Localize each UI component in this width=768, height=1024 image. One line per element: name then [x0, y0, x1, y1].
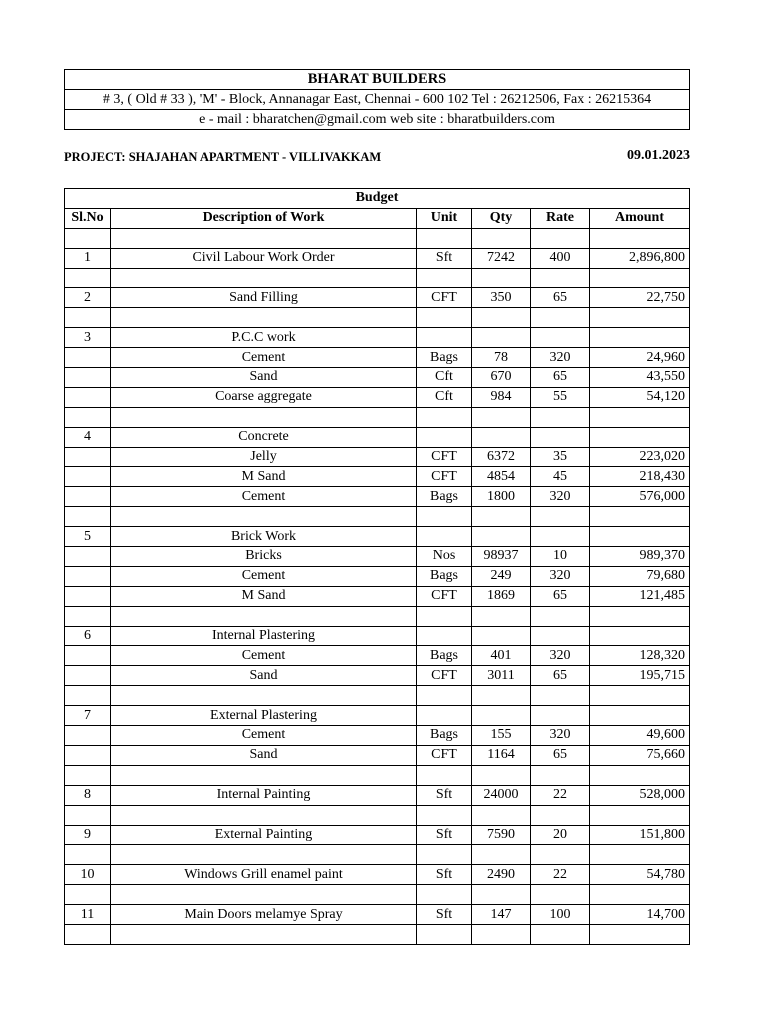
cell-qty — [472, 606, 531, 626]
column-header-amount: Amount — [590, 208, 690, 228]
cell-unit: Sft — [417, 785, 472, 805]
cell-amount — [590, 626, 690, 646]
cell-sl-no — [65, 228, 111, 248]
cell-unit — [417, 686, 472, 706]
cell-amount — [590, 427, 690, 447]
table-row — [65, 666, 690, 686]
cell-sl-no: 9 — [65, 825, 111, 845]
cell-sl-no — [65, 885, 111, 905]
cell-description: Brick Work — [111, 527, 417, 547]
cell-qty: 1800 — [472, 487, 531, 507]
cell-unit — [417, 626, 472, 646]
cell-amount — [590, 308, 690, 328]
cell-unit: Bags — [417, 348, 472, 368]
cell-sl-no — [65, 686, 111, 706]
cell-amount — [590, 606, 690, 626]
cell-sl-no — [65, 586, 111, 606]
cell-sl-no — [65, 666, 111, 686]
cell-amount — [590, 706, 690, 726]
cell-amount — [590, 765, 690, 785]
cell-description: Internal Plastering — [111, 626, 417, 646]
cell-sl-no — [65, 646, 111, 666]
cell-rate: 65 — [531, 745, 590, 765]
cell-rate — [531, 885, 590, 905]
cell-sl-no — [65, 606, 111, 626]
cell-rate: 100 — [531, 905, 590, 925]
column-header-sl-no: Sl.No — [65, 208, 111, 228]
cell-amount — [590, 805, 690, 825]
cell-description — [111, 924, 417, 944]
cell-description: Internal Painting — [111, 785, 417, 805]
cell-qty: 350 — [472, 288, 531, 308]
column-header-qty: Qty — [472, 208, 531, 228]
table-row — [65, 805, 690, 825]
cell-unit: Nos — [417, 547, 472, 567]
cell-qty: 7590 — [472, 825, 531, 845]
cell-amount: 75,660 — [590, 745, 690, 765]
cell-rate — [531, 845, 590, 865]
column-header-rate: Rate — [531, 208, 590, 228]
table-row — [65, 248, 690, 268]
cell-amount — [590, 686, 690, 706]
cell-rate: 55 — [531, 387, 590, 407]
cell-description — [111, 686, 417, 706]
cell-rate — [531, 706, 590, 726]
cell-rate — [531, 427, 590, 447]
company-address: # 3, ( Old # 33 ), 'M' - Block, Annanagar East, Chennai - 600 102 Tel : 26212506, Fax : 26215364 — [65, 90, 690, 110]
cell-rate: 65 — [531, 288, 590, 308]
cell-description — [111, 606, 417, 626]
cell-qty — [472, 308, 531, 328]
cell-amount: 195,715 — [590, 666, 690, 686]
cell-unit: Bags — [417, 726, 472, 746]
table-row — [65, 228, 690, 248]
project-line — [64, 150, 690, 168]
cell-sl-no — [65, 368, 111, 388]
cell-sl-no: 3 — [65, 328, 111, 348]
cell-sl-no — [65, 507, 111, 527]
cell-unit: CFT — [417, 745, 472, 765]
cell-rate: 320 — [531, 646, 590, 666]
cell-unit: Sft — [417, 905, 472, 925]
cell-description — [111, 407, 417, 427]
column-header-unit: Unit — [417, 208, 472, 228]
cell-sl-no — [65, 467, 111, 487]
table-row — [65, 487, 690, 507]
cell-qty — [472, 328, 531, 348]
cell-unit: Bags — [417, 487, 472, 507]
cell-amount: 2,896,800 — [590, 248, 690, 268]
cell-amount — [590, 885, 690, 905]
cell-sl-no: 8 — [65, 785, 111, 805]
cell-rate: 320 — [531, 726, 590, 746]
table-row — [65, 348, 690, 368]
cell-qty: 78 — [472, 348, 531, 368]
table-caption: Budget — [65, 189, 690, 209]
cell-qty: 249 — [472, 566, 531, 586]
cell-description — [111, 228, 417, 248]
table-row — [65, 686, 690, 706]
table-row — [65, 924, 690, 944]
cell-sl-no — [65, 268, 111, 288]
table-row — [65, 387, 690, 407]
cell-amount — [590, 527, 690, 547]
cell-unit: Cft — [417, 387, 472, 407]
cell-sl-no — [65, 805, 111, 825]
cell-unit — [417, 228, 472, 248]
cell-sl-no — [65, 924, 111, 944]
cell-sl-no: 5 — [65, 527, 111, 547]
table-row — [65, 547, 690, 567]
cell-amount — [590, 407, 690, 427]
cell-qty — [472, 885, 531, 905]
cell-unit: Sft — [417, 865, 472, 885]
cell-qty — [472, 924, 531, 944]
cell-rate: 65 — [531, 666, 590, 686]
cell-unit — [417, 407, 472, 427]
cell-description: Windows Grill enamel paint — [111, 865, 417, 885]
cell-sl-no: 7 — [65, 706, 111, 726]
cell-description — [111, 805, 417, 825]
cell-rate: 10 — [531, 547, 590, 567]
cell-rate — [531, 308, 590, 328]
cell-sl-no — [65, 387, 111, 407]
cell-sl-no — [65, 348, 111, 368]
cell-unit — [417, 308, 472, 328]
cell-description: Main Doors melamye Spray — [111, 905, 417, 925]
cell-sl-no — [65, 745, 111, 765]
table-row — [65, 447, 690, 467]
cell-sl-no — [65, 308, 111, 328]
cell-description: Jelly — [111, 447, 417, 467]
cell-qty: 147 — [472, 905, 531, 925]
cell-qty: 98937 — [472, 547, 531, 567]
cell-sl-no: 10 — [65, 865, 111, 885]
column-header-description: Description of Work — [111, 208, 417, 228]
cell-unit — [417, 507, 472, 527]
table-row — [65, 646, 690, 666]
table-row — [65, 566, 690, 586]
cell-unit: Sft — [417, 248, 472, 268]
cell-amount — [590, 845, 690, 865]
company-contact: e - mail : bharatchen@gmail.com web site : bharatbuilders.com — [65, 110, 690, 130]
cell-qty: 984 — [472, 387, 531, 407]
cell-unit — [417, 527, 472, 547]
table-row — [65, 905, 690, 925]
cell-unit — [417, 706, 472, 726]
table-row — [65, 308, 690, 328]
cell-unit — [417, 805, 472, 825]
cell-rate — [531, 924, 590, 944]
cell-rate: 320 — [531, 487, 590, 507]
cell-amount: 128,320 — [590, 646, 690, 666]
cell-unit: Sft — [417, 825, 472, 845]
cell-rate — [531, 606, 590, 626]
cell-qty — [472, 527, 531, 547]
cell-description: M Sand — [111, 467, 417, 487]
cell-amount: 218,430 — [590, 467, 690, 487]
cell-unit — [417, 765, 472, 785]
cell-unit: CFT — [417, 288, 472, 308]
table-row — [65, 825, 690, 845]
cell-description: Cement — [111, 566, 417, 586]
cell-description: Civil Labour Work Order — [111, 248, 417, 268]
table-row — [65, 606, 690, 626]
project-title: PROJECT: SHAJAHAN APARTMENT - VILLIVAKKAM — [64, 150, 382, 164]
cell-description: Coarse aggregate — [111, 387, 417, 407]
cell-qty: 401 — [472, 646, 531, 666]
cell-description: Cement — [111, 348, 417, 368]
cell-qty: 24000 — [472, 785, 531, 805]
cell-unit: Cft — [417, 368, 472, 388]
cell-rate: 65 — [531, 368, 590, 388]
table-row — [65, 407, 690, 427]
cell-sl-no — [65, 765, 111, 785]
cell-description: Cement — [111, 726, 417, 746]
cell-description: P.C.C work — [111, 328, 417, 348]
cell-rate — [531, 527, 590, 547]
cell-amount: 54,780 — [590, 865, 690, 885]
cell-qty: 6372 — [472, 447, 531, 467]
table-row — [65, 467, 690, 487]
cell-description: External Painting — [111, 825, 417, 845]
cell-description: Cement — [111, 646, 417, 666]
cell-description: Cement — [111, 487, 417, 507]
cell-rate: 45 — [531, 467, 590, 487]
cell-amount: 24,960 — [590, 348, 690, 368]
cell-amount — [590, 507, 690, 527]
cell-sl-no — [65, 566, 111, 586]
cell-unit: CFT — [417, 447, 472, 467]
cell-qty: 4854 — [472, 467, 531, 487]
table-row — [65, 785, 690, 805]
cell-description: Bricks — [111, 547, 417, 567]
cell-rate — [531, 407, 590, 427]
cell-qty: 7242 — [472, 248, 531, 268]
cell-unit: CFT — [417, 467, 472, 487]
cell-sl-no: 11 — [65, 905, 111, 925]
cell-sl-no: 4 — [65, 427, 111, 447]
cell-unit — [417, 924, 472, 944]
cell-description — [111, 885, 417, 905]
table-row — [65, 765, 690, 785]
table-row — [65, 368, 690, 388]
cell-qty: 1164 — [472, 745, 531, 765]
table-row — [65, 507, 690, 527]
table-row — [65, 885, 690, 905]
cell-rate: 320 — [531, 566, 590, 586]
cell-rate — [531, 765, 590, 785]
cell-description: Sand Filling — [111, 288, 417, 308]
cell-description: External Plastering — [111, 706, 417, 726]
cell-rate: 22 — [531, 865, 590, 885]
cell-amount — [590, 328, 690, 348]
table-row — [65, 527, 690, 547]
cell-amount: 49,600 — [590, 726, 690, 746]
cell-description — [111, 308, 417, 328]
table-row — [65, 726, 690, 746]
cell-qty — [472, 626, 531, 646]
cell-sl-no: 1 — [65, 248, 111, 268]
cell-description: Sand — [111, 745, 417, 765]
cell-rate — [531, 328, 590, 348]
cell-rate — [531, 507, 590, 527]
cell-qty — [472, 706, 531, 726]
cell-sl-no — [65, 407, 111, 427]
cell-unit — [417, 885, 472, 905]
cell-unit — [417, 845, 472, 865]
cell-qty — [472, 427, 531, 447]
cell-rate: 320 — [531, 348, 590, 368]
cell-amount — [590, 268, 690, 288]
cell-unit — [417, 606, 472, 626]
cell-amount: 54,120 — [590, 387, 690, 407]
cell-rate — [531, 228, 590, 248]
cell-rate: 400 — [531, 248, 590, 268]
cell-description: Sand — [111, 368, 417, 388]
cell-rate: 20 — [531, 825, 590, 845]
cell-description: M Sand — [111, 586, 417, 606]
cell-sl-no — [65, 547, 111, 567]
cell-rate — [531, 805, 590, 825]
cell-qty — [472, 507, 531, 527]
cell-qty — [472, 765, 531, 785]
cell-sl-no: 2 — [65, 288, 111, 308]
cell-qty — [472, 268, 531, 288]
cell-amount: 22,750 — [590, 288, 690, 308]
cell-rate — [531, 626, 590, 646]
cell-qty — [472, 845, 531, 865]
table-row — [65, 586, 690, 606]
cell-description: Sand — [111, 666, 417, 686]
cell-qty: 2490 — [472, 865, 531, 885]
company-name: BHARAT BUILDERS — [65, 70, 690, 90]
cell-qty — [472, 407, 531, 427]
cell-unit: Bags — [417, 646, 472, 666]
cell-rate: 22 — [531, 785, 590, 805]
table-row — [65, 268, 690, 288]
cell-unit: CFT — [417, 666, 472, 686]
cell-unit: Bags — [417, 566, 472, 586]
cell-description: Concrete — [111, 427, 417, 447]
budget-body — [65, 228, 690, 944]
cell-amount: 989,370 — [590, 547, 690, 567]
cell-sl-no — [65, 447, 111, 467]
cell-rate: 65 — [531, 586, 590, 606]
cell-amount: 43,550 — [590, 368, 690, 388]
company-header — [64, 69, 690, 130]
cell-rate — [531, 268, 590, 288]
cell-sl-no: 6 — [65, 626, 111, 646]
cell-unit — [417, 328, 472, 348]
document-date: 09.01.2023 — [627, 148, 690, 163]
cell-amount: 121,485 — [590, 586, 690, 606]
cell-amount: 528,000 — [590, 785, 690, 805]
cell-sl-no — [65, 845, 111, 865]
cell-qty: 155 — [472, 726, 531, 746]
table-row — [65, 745, 690, 765]
cell-rate: 35 — [531, 447, 590, 467]
table-row — [65, 845, 690, 865]
cell-sl-no — [65, 726, 111, 746]
cell-qty — [472, 686, 531, 706]
table-row — [65, 288, 690, 308]
table-row — [65, 328, 690, 348]
cell-qty: 3011 — [472, 666, 531, 686]
cell-amount: 14,700 — [590, 905, 690, 925]
cell-amount — [590, 924, 690, 944]
cell-qty: 670 — [472, 368, 531, 388]
cell-amount: 151,800 — [590, 825, 690, 845]
table-row — [65, 865, 690, 885]
cell-sl-no — [65, 487, 111, 507]
table-row — [65, 706, 690, 726]
cell-qty — [472, 228, 531, 248]
cell-description — [111, 765, 417, 785]
cell-unit — [417, 427, 472, 447]
table-row — [65, 626, 690, 646]
cell-qty — [472, 805, 531, 825]
cell-rate — [531, 686, 590, 706]
table-header-row — [65, 208, 690, 228]
cell-qty: 1869 — [472, 586, 531, 606]
cell-amount: 79,680 — [590, 566, 690, 586]
cell-amount — [590, 228, 690, 248]
table-row — [65, 427, 690, 447]
cell-unit — [417, 268, 472, 288]
budget-table — [64, 188, 690, 945]
cell-description — [111, 507, 417, 527]
cell-unit: CFT — [417, 586, 472, 606]
cell-amount: 576,000 — [590, 487, 690, 507]
cell-description — [111, 845, 417, 865]
cell-amount: 223,020 — [590, 447, 690, 467]
cell-description — [111, 268, 417, 288]
